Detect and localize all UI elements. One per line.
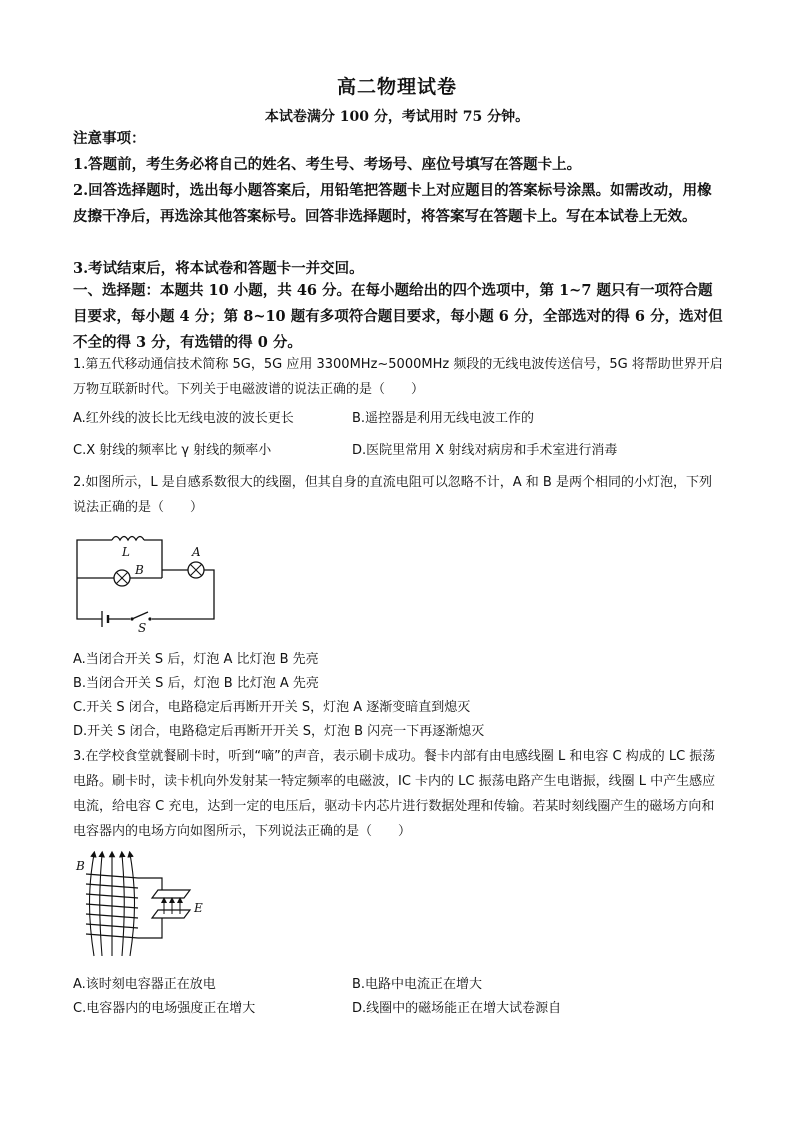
coil-label: L bbox=[122, 545, 130, 559]
battery bbox=[102, 611, 108, 627]
question-2-option-a: A.当闭合开关 S 后，灯泡 A 比灯泡 B 先亮 bbox=[73, 652, 319, 667]
lc-circuit-diagram bbox=[72, 848, 212, 960]
question-1-option-c: C.X 射线的频率比 γ 射线的频率小 bbox=[73, 443, 272, 458]
question-1-option-a: A.红外线的波长比无线电波的波长更长 bbox=[73, 411, 294, 426]
question-2-option-c: C.开关 S 闭合，电路稳定后再断开开关 S，灯泡 A 逐渐变暗直到熄灭 bbox=[73, 700, 471, 715]
question-1-option-d: D.医院里常用 X 射线对病房和手术室进行消毒 bbox=[352, 443, 618, 458]
electric-field-label: E bbox=[194, 901, 203, 915]
bulb-a-label: A bbox=[192, 545, 201, 559]
question-2-option-b: B.当闭合开关 S 后，灯泡 B 比灯泡 A 先亮 bbox=[73, 676, 319, 691]
circuit-diagram bbox=[72, 526, 222, 634]
question-2-option-d: D.开关 S 闭合，电路稳定后再断开开关 S，灯泡 B 闪亮一下再逐渐熄灭 bbox=[73, 724, 485, 739]
bulb-b-label: B bbox=[135, 563, 144, 577]
magnetic-field-label: B bbox=[76, 859, 85, 873]
question-3-option-a: A.该时刻电容器正在放电 bbox=[73, 977, 216, 992]
question-3-option-b: B.电路中电流正在增大 bbox=[352, 977, 483, 992]
question-2-stem: 2.如图所示，L 是自感系数很大的线圈，但其自身的直流电阻可以忽略不计，A 和 B 是两个相同的小灯泡，下列说法正确的是（ ） bbox=[73, 475, 712, 515]
notice-item-3: 3.考试结束后，将本试卷和答题卡一并交回。 bbox=[73, 260, 364, 277]
inductor-coil bbox=[112, 537, 144, 541]
capacitor bbox=[152, 890, 190, 918]
question-1-option-b: B.遥控器是利用无线电波工作的 bbox=[352, 411, 535, 426]
notice-heading: 注意事项： bbox=[73, 130, 146, 147]
question-3-stem: 3.在学校食堂就餐刷卡时，听到“嘀”的声音，表示刷卡成功。餐卡内部有由电感线圈 L 和电容 C 构成的 LC 振荡电路。刷卡时，读卡机向外发射某一特定频率的电磁波，IC 卡内的 LC 振荡电路产生电谐振，线圈 L 中产生感应电流，给电容 C 充电，达到一定的电压后，驱动卡内芯片进行数据处理和传输。若某时刻线圈产生的磁场方向和电容器内的电场方向如图所示，下列说法正确的是（ ） bbox=[73, 749, 716, 839]
exam-subtitle: 本试卷满分 100 分，考试用时 75 分钟。 bbox=[264, 109, 530, 125]
switch-label: S bbox=[138, 621, 147, 634]
notice-item-2: 2.回答选择题时，选出每小题答案后，用铅笔把答题卡上对应题目的答案标号涂黑。如需改动，用橡皮擦干净后，再选涂其他答案标号。回答非选择题时，将答案写在答题卡上。写在本试卷上无效。 bbox=[73, 182, 712, 225]
bulb-b bbox=[114, 570, 130, 586]
page-title: 高二物理试卷 bbox=[336, 76, 457, 98]
question-3-option-c: C.电容器内的电场强度正在增大 bbox=[73, 1001, 256, 1016]
switch bbox=[130, 612, 151, 621]
bulb-a bbox=[188, 562, 204, 578]
question-3-option-d: D.线圈中的磁场能正在增大试卷源自 bbox=[352, 1001, 562, 1016]
notice-item-1: 1.答题前，考生务必将自己的姓名、考生号、考场号、座位号填写在答题卡上。 bbox=[73, 156, 582, 173]
question-1-stem: 1.第五代移动通信技术简称 5G，5G 应用 3300MHz~5000MHz 频段的无线电波传送信号，5G 将帮助世界开启万物互联新时代。下列关于电磁波谱的说法正确的是（ ） bbox=[73, 357, 723, 397]
section-heading: 一、选择题：本题共 10 小题，共 46 分。在每小题给出的四个选项中，第 1~7 题只有一项符合题目要求，每小题 4 分；第 8~10 题有多项符合题目要求，每小题 6 分，全部选对的得 6 分，选对但不全的得 3 分，有选错的得 0 分。 bbox=[73, 282, 723, 351]
